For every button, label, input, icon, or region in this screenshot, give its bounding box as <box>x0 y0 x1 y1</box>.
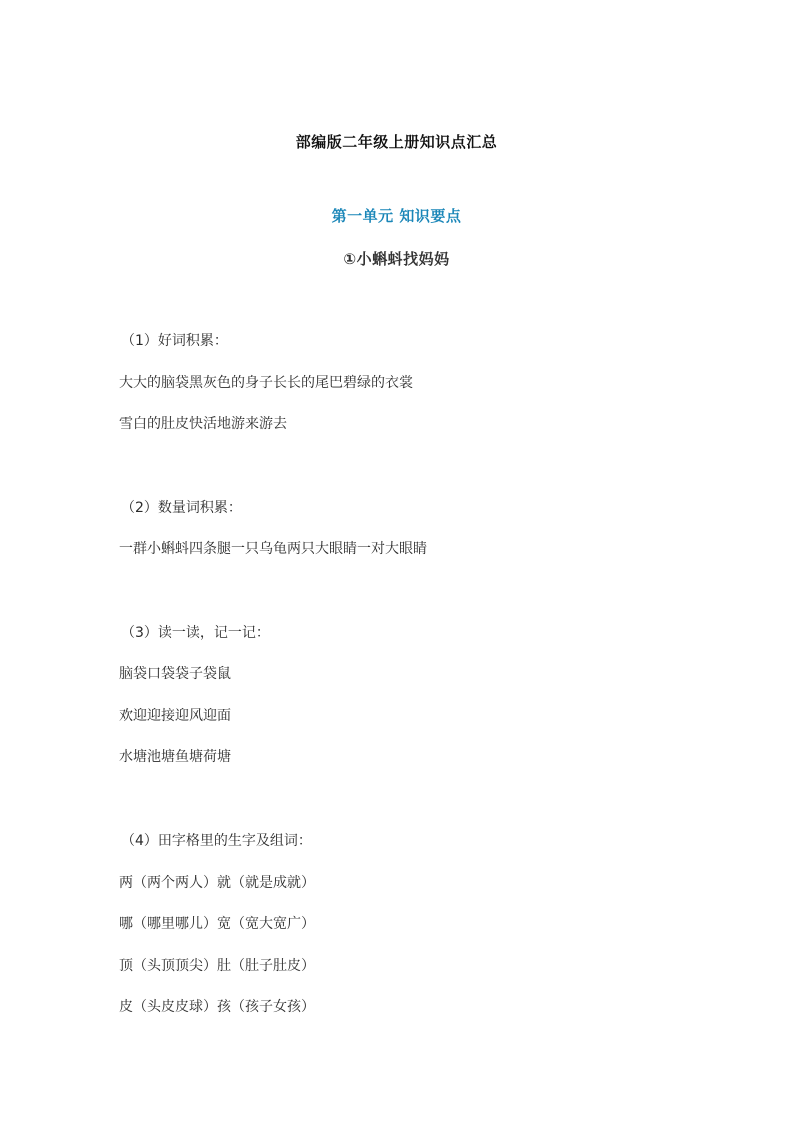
text-line: 皮（头皮皮球）孩（孩子女孩） <box>119 999 315 1015</box>
unit-heading: 第一单元 知识要点 <box>331 207 462 225</box>
text-line: 脑袋口袋袋子袋鼠 <box>119 666 231 682</box>
section-label-good-words: （1）好词积累： <box>121 333 228 349</box>
section-label-read-and-remember: （3）读一读，记一记： <box>121 625 270 641</box>
text-line: 水塘池塘鱼塘荷塘 <box>119 749 231 765</box>
text-line: 顶（头顶顶尖）肚（肚子肚皮） <box>119 958 315 974</box>
section-label-measure-words: （2）数量词积累： <box>121 500 242 516</box>
text-line: 两（两个两人）就（就是成就） <box>119 875 315 891</box>
text-line: 大大的脑袋黑灰色的身子长长的尾巴碧绿的衣裳 <box>119 375 413 391</box>
text-line: 一群小蝌蚪四条腿一只乌龟两只大眼睛一对大眼睛 <box>119 541 427 557</box>
text-line: 哪（哪里哪儿）宽（宽大宽广） <box>119 916 315 932</box>
text-line: 雪白的肚皮快活地游来游去 <box>119 416 287 432</box>
lesson-heading: ①小蝌蚪找妈妈 <box>343 250 450 268</box>
text-line: 欢迎迎接迎风迎面 <box>119 708 231 724</box>
document-title: 部编版二年级上册知识点汇总 <box>295 133 498 151</box>
section-label-character-grid: （4）田字格里的生字及组词： <box>121 833 312 849</box>
